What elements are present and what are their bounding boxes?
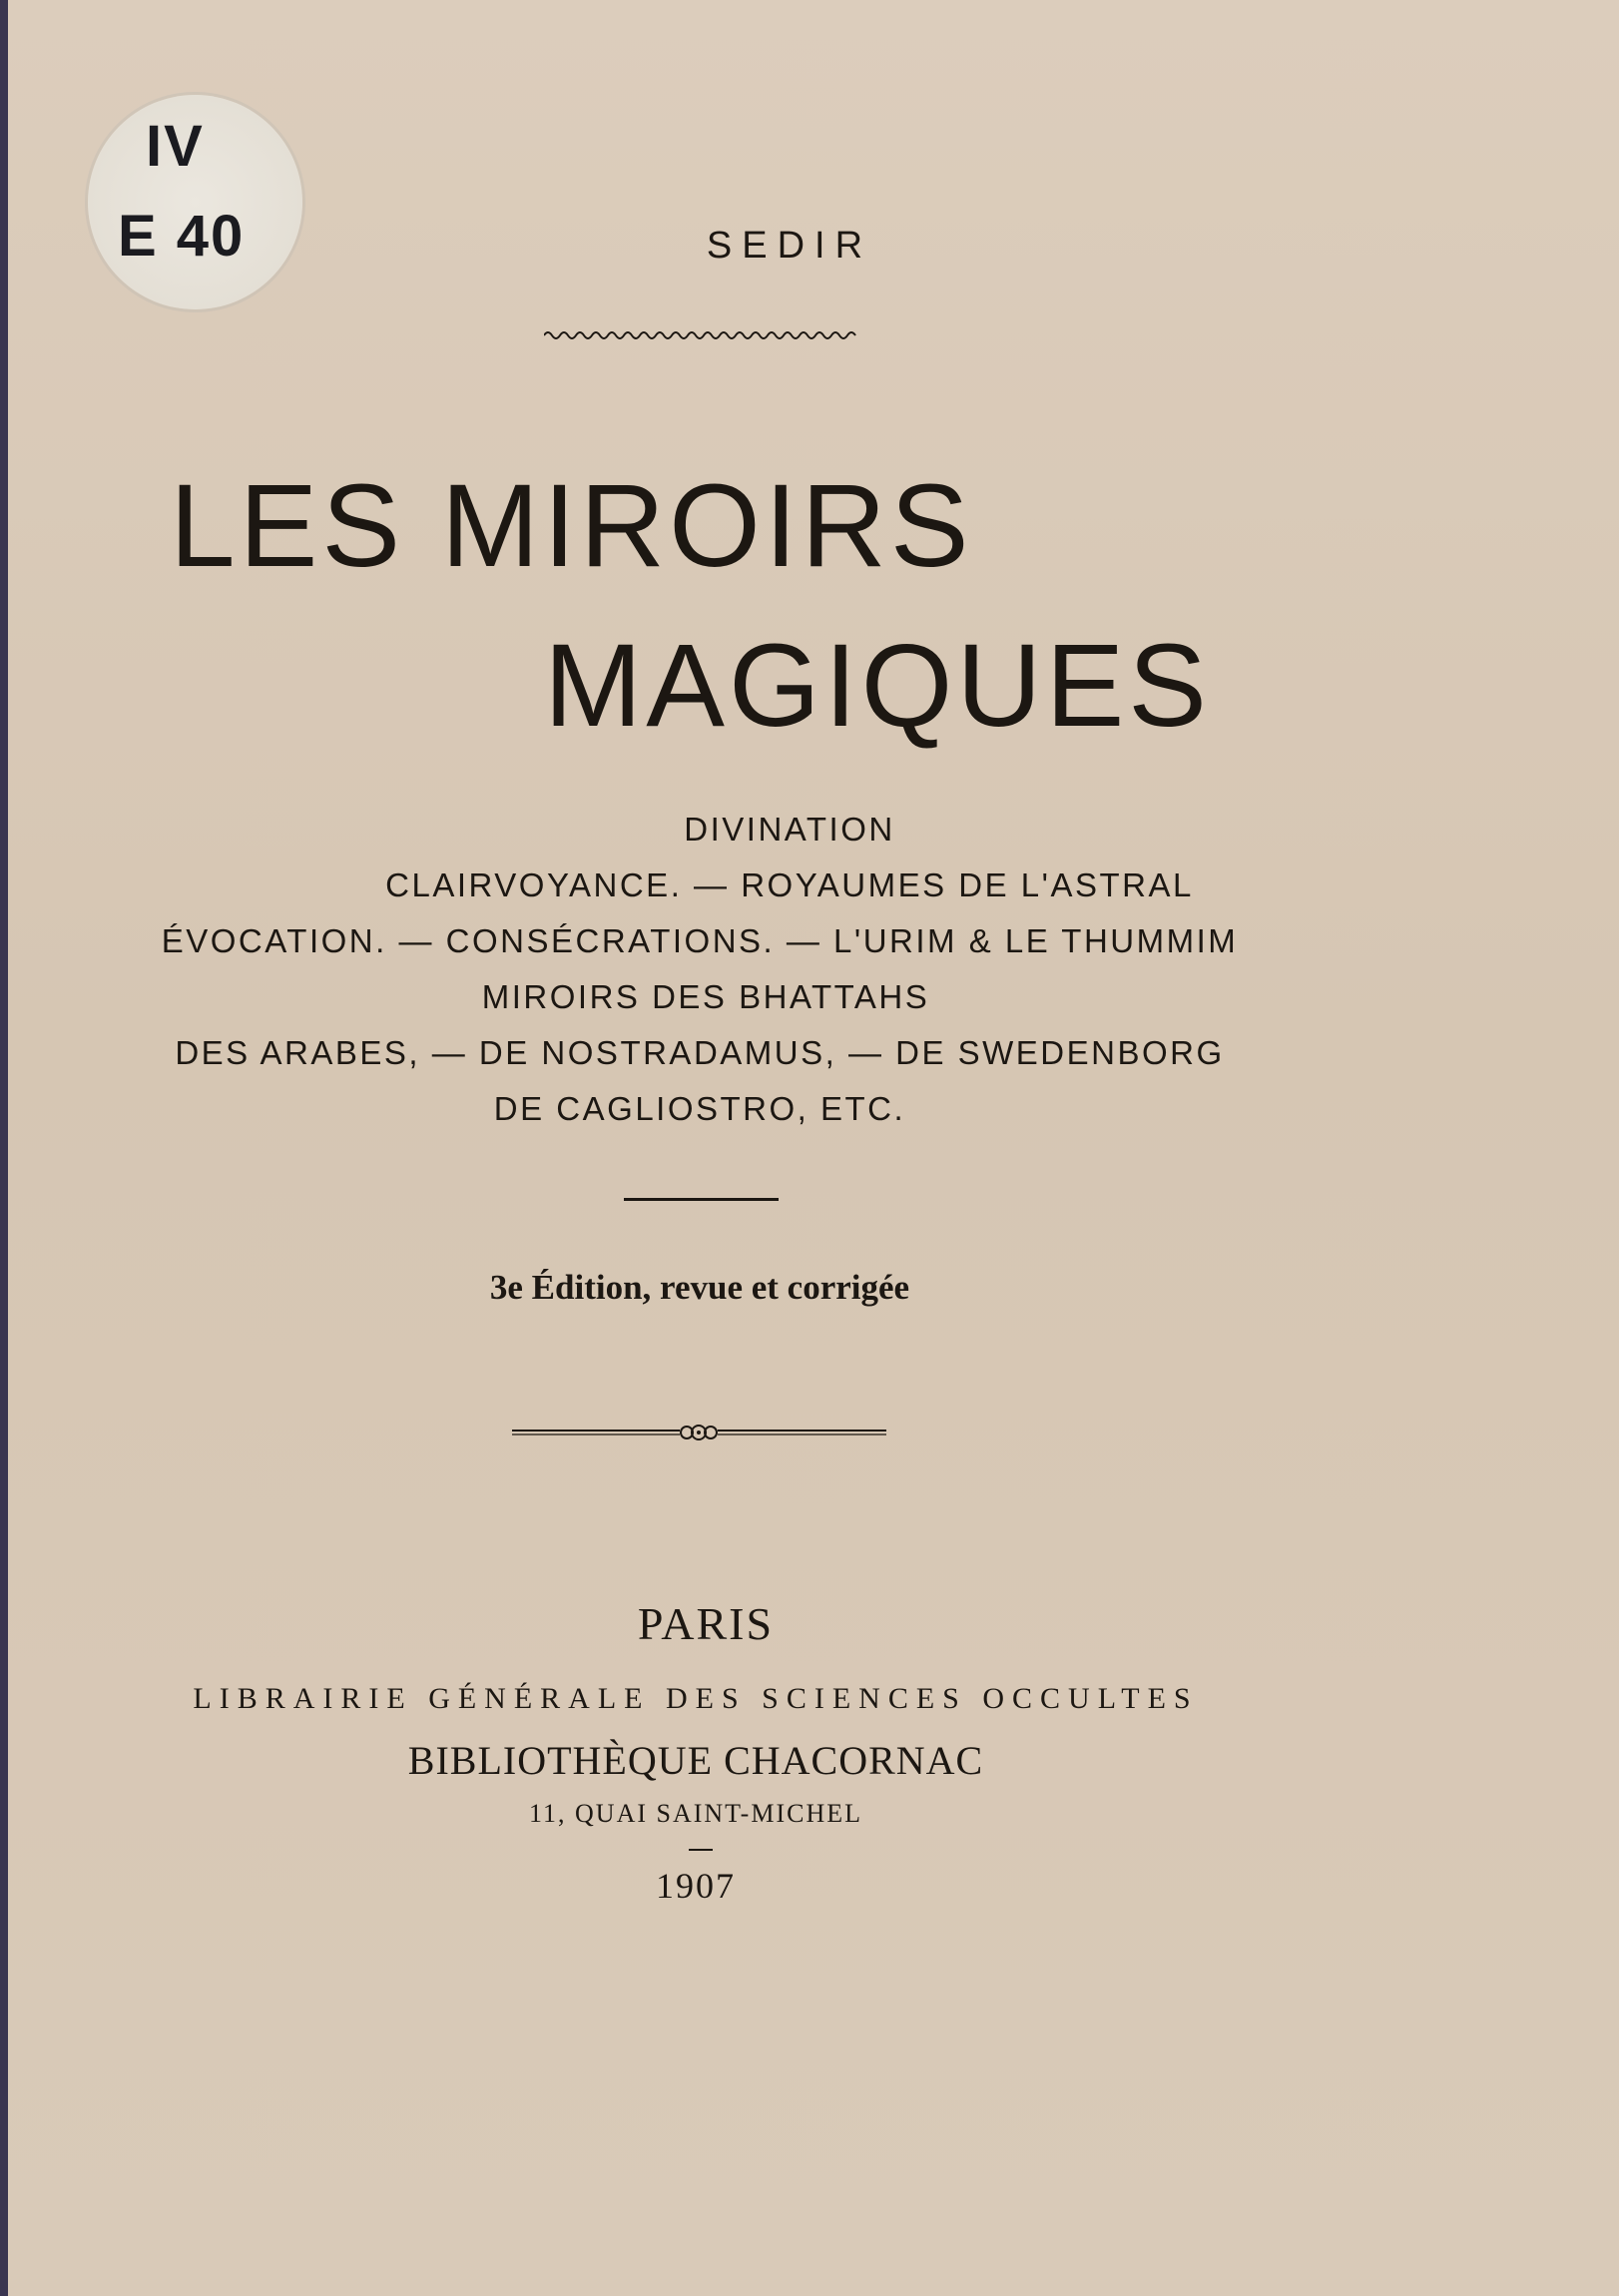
author-name: SEDIR xyxy=(706,225,873,267)
edition-statement: 3e Édition, revue et corrigée xyxy=(489,1268,910,1307)
catalog-label-line-1: IV xyxy=(146,114,205,179)
book-spine-edge xyxy=(0,0,8,2296)
catalog-label-line-2: E 40 xyxy=(118,204,246,269)
title-line-2: MAGIQUES xyxy=(544,620,1211,752)
subtitle-line: CLAIRVOYANCE. — ROYAUMES DE L'ASTRAL xyxy=(385,866,1194,903)
imprint-city: PARIS xyxy=(637,1598,775,1649)
subtitle-line: MIROIRS DES BHATTAHS xyxy=(481,978,930,1015)
tiny-rule-divider xyxy=(689,1849,713,1851)
imprint-library: BIBLIOTHÈQUE CHACORNAC xyxy=(407,1738,984,1783)
subtitle-line: ÉVOCATION. — CONSÉCRATIONS. — L'URIM & LE THUMMIM xyxy=(161,922,1239,959)
subtitle-line: DIVINATION xyxy=(684,811,895,848)
subtitle-line: DE CAGLIOSTRO, ETC. xyxy=(493,1090,906,1127)
imprint-address: 11, QUAI SAINT-MICHEL xyxy=(528,1799,862,1828)
imprint-year: 1907 xyxy=(656,1866,736,1906)
ornamental-rule-divider xyxy=(512,1418,886,1449)
short-rule-divider xyxy=(624,1198,779,1201)
title-line-1: LES MIROIRS xyxy=(170,460,973,592)
subtitle-line: DES ARABES, — DE NOSTRADAMUS, — DE SWEDENBORG xyxy=(175,1034,1225,1071)
imprint-publisher: LIBRAIRIE GÉNÉRALE DES SCIENCES OCCULTES xyxy=(193,1682,1199,1715)
wavy-rule-divider xyxy=(544,327,858,343)
catalog-label-sticker xyxy=(88,95,302,309)
